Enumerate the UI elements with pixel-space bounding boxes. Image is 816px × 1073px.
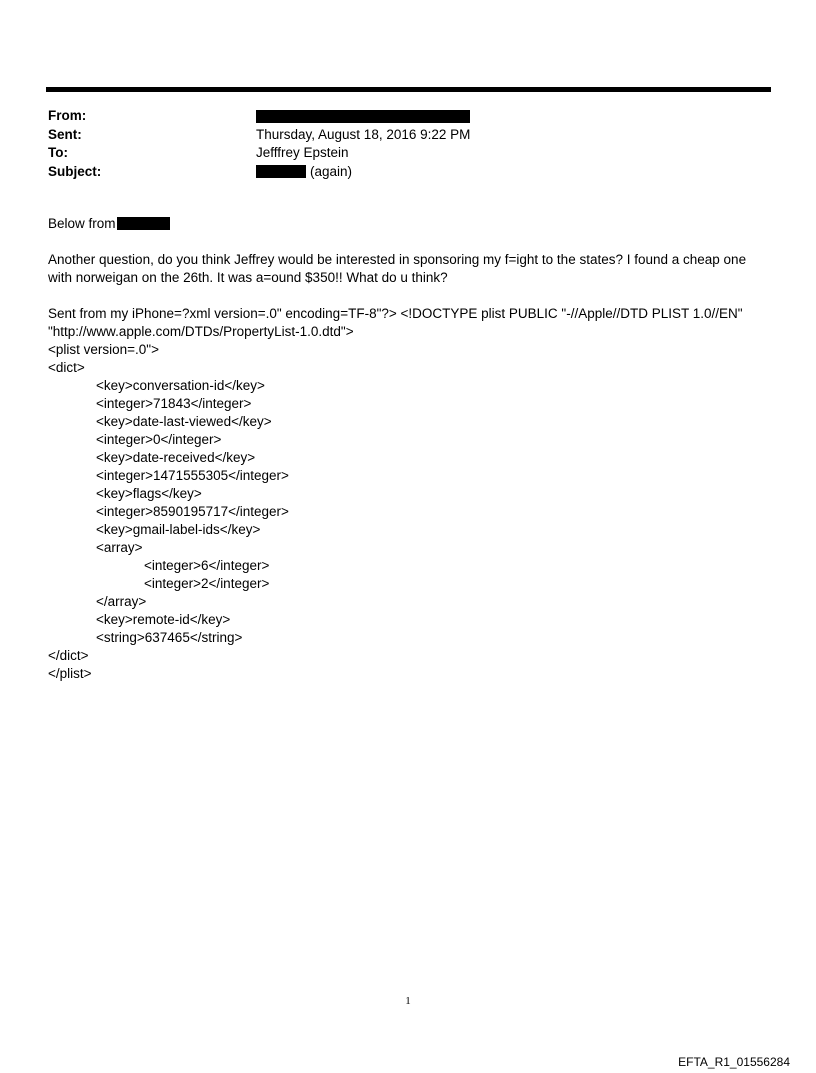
subject-text: (again) xyxy=(310,163,353,179)
plist-entry: <key>remote-id</key> xyxy=(96,612,231,627)
sent-row xyxy=(48,126,768,145)
email-body xyxy=(48,215,768,683)
from-value xyxy=(256,107,768,126)
signature-line: Sent from my iPhone=?xml version=.0" encoding=TF-8"?> <!DOCTYPE plist PUBLIC "-//Apple//DTD PLIST 1.0//EN" xyxy=(48,306,743,321)
array-item: <integer>6</integer> xyxy=(144,558,270,573)
plist-entry: </array> xyxy=(96,594,147,609)
dtd-line: "http://www.apple.com/DTDs/PropertyList-1.0.dtd"> xyxy=(48,324,354,339)
plist-entry: <key>conversation-id</key> xyxy=(96,378,265,393)
plist-close: </plist> xyxy=(48,666,92,681)
to-row xyxy=(48,144,768,163)
plist-entry: <key>flags</key> xyxy=(96,486,202,501)
sent-label: Sent: xyxy=(48,126,82,142)
message-paragraph: Another question, do you think Jeffrey would be interested in sponsoring my f=ight to the states? I found a cheap one with norweigan on the 26th. It was a=ound $350!! What do u think? xyxy=(48,252,747,285)
dict-close: </dict> xyxy=(48,648,89,663)
to-value: Jefffrey Epstein xyxy=(256,145,349,160)
array-item: <integer>2</integer> xyxy=(144,576,270,591)
dict-open: <dict> xyxy=(48,360,85,375)
plist-entry: <integer>71843</integer> xyxy=(96,396,252,411)
from-row xyxy=(48,107,768,126)
subject-value xyxy=(256,163,768,182)
redaction-bar xyxy=(117,217,170,230)
email-header xyxy=(48,107,768,181)
subject-row xyxy=(48,163,768,182)
plist-entry: <key>date-received</key> xyxy=(96,450,256,465)
header-rule xyxy=(46,87,771,92)
from-label: From: xyxy=(48,108,87,123)
page-number: 1 xyxy=(405,995,411,1007)
subject-label: Subject: xyxy=(48,163,102,179)
plist-entry: <array> xyxy=(96,540,143,555)
redaction-bar xyxy=(256,165,306,178)
intro-line xyxy=(48,215,768,233)
plist-entry: <key>date-last-viewed</key> xyxy=(96,414,272,429)
plist-entry: <integer>1471555305</integer> xyxy=(96,468,289,483)
plist-entry: <integer>8590195717</integer> xyxy=(96,504,289,519)
intro-text: Below from xyxy=(48,216,116,231)
plist-entry: <integer>0</integer> xyxy=(96,432,222,447)
to-label: To: xyxy=(48,145,68,160)
document-id: EFTA_R1_01556284 xyxy=(678,1055,790,1069)
sent-value: Thursday, August 18, 2016 9:22 PM xyxy=(256,126,471,142)
plist-entry: <key>gmail-label-ids</key> xyxy=(96,522,261,537)
plist-entry: <string>637465</string> xyxy=(96,630,243,645)
plist-open: <plist version=.0"> xyxy=(48,342,159,357)
redaction-bar xyxy=(256,110,470,123)
